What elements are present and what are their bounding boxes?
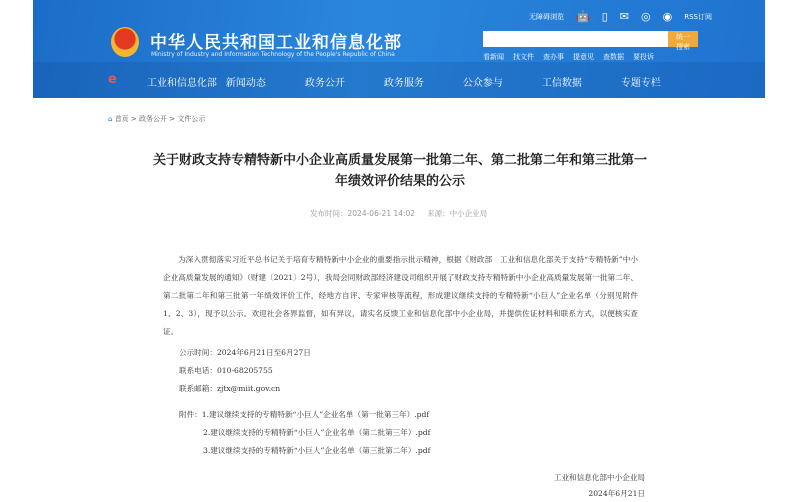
quick-link[interactable]: 查办事 [543,53,564,61]
nav-item[interactable]: 新闻动态 [225,78,266,89]
article-source: 来源：中小企业局 [427,209,488,218]
quick-links [483,52,654,62]
nav-item[interactable]: 专题专栏 [620,78,661,89]
site-subtitle: Ministry of Industry and Information Technology of the People's Republic of China [151,51,395,58]
attachments-label: 附件： [179,410,202,419]
article-meta [310,208,487,219]
quick-link[interactable]: 找文件 [513,53,534,61]
contact-info [179,344,311,398]
nav-item[interactable]: 政务服务 [383,78,424,89]
site-title: 中华人民共和国工业和信息化部 [150,33,402,53]
nav-item[interactable]: 公众参与 [462,78,503,89]
header-tools [529,10,712,23]
national-emblem-icon [111,27,139,57]
quick-link[interactable]: 要投诉 [633,53,654,61]
home-icon: ⌂ [108,115,113,123]
search-bar [483,31,698,51]
article-paragraph: 为深入贯彻落实习近平总书记关于培育专精特新中小企业的重要指示批示精神，根据《财政部 工业和信息化部关于支持“专精特新”中小企业高质量发展的通知》（财建〔2021〕2号），我局会同财政部经济建设司组织开展了财政支持专精特新中小企业高质量发展第一批第二年、第二批第二年和第三批第一年绩效评价工作，经地方自评、专家审核等流程，形成建议继续支持的专精特新“小巨人”企业名单（分别见附件1、2、3），现予以公示。欢迎社会各界监督，如有异议，请实名反馈工业和信息化部中小企业局，并提供佐证材料和联系方式，以便核实查证。 [163,255,638,336]
main-nav [108,74,700,89]
e-logo-icon[interactable]: e [108,72,117,87]
contact-phone: 联系电话：010-68205755 [179,366,273,375]
search-input[interactable] [483,31,668,47]
nav-item[interactable]: 工业和信息化部 [146,78,217,89]
attachment-link[interactable]: 3.建议继续支持的专精特新“小巨人”企业名单（第三批第二年）.pdf [203,446,431,455]
attachment-link[interactable]: 1.建议继续支持的专精特新“小巨人”企业名单（第一批第三年）.pdf [201,410,430,419]
quick-link[interactable]: 提意见 [573,53,594,61]
publish-time: 发布时间：2024-06-21 14:02 [310,209,416,218]
breadcrumb-item[interactable]: 文件公示 [177,115,206,123]
rss-link[interactable]: RSS订阅 [684,12,712,21]
mail-icon[interactable]: ✉ [619,10,629,23]
signature [554,470,645,502]
mobile-icon[interactable]: ▯ [601,10,608,23]
robot-icon[interactable]: 🤖 [576,10,590,23]
breadcrumb-item[interactable]: 政务公开 [139,115,168,123]
breadcrumb: ⌂ 首页 > 政务公开 > 文件公示 [108,115,206,123]
quick-link[interactable]: 看新闻 [483,53,504,61]
weibo-icon[interactable]: ◉ [662,10,673,23]
quick-link[interactable]: 查数据 [603,53,624,61]
wechat-icon[interactable]: ◎ [640,10,651,23]
search-button[interactable]: 统一搜索 [668,31,698,47]
nav-item[interactable]: 政务公开 [304,78,345,89]
breadcrumb-home[interactable]: 首页 [114,115,129,123]
contact-email: 联系邮箱：zjtx@miit.gov.cn [179,384,281,393]
page-title: 关于财政支持专精特新中小企业高质量发展第一批第二年、第二批第二年和第三批第一年绩效评价结果的公示 [152,153,647,189]
site-header [33,0,765,98]
notice-period: 公示时间：2024年6月21日至6月27日 [179,348,311,357]
article-body [163,251,638,341]
accessibility-link[interactable]: 无障碍浏览 [529,12,564,21]
attachment-link[interactable]: 2.建议继续支持的专精特新“小巨人”企业名单（第二批第三年）.pdf [203,428,431,437]
attachments [179,406,430,460]
nav-item[interactable]: 工信数据 [541,78,582,89]
signature-date: 2024年6月21日 [588,489,645,498]
signature-org: 工业和信息化部中小企业局 [553,473,645,482]
